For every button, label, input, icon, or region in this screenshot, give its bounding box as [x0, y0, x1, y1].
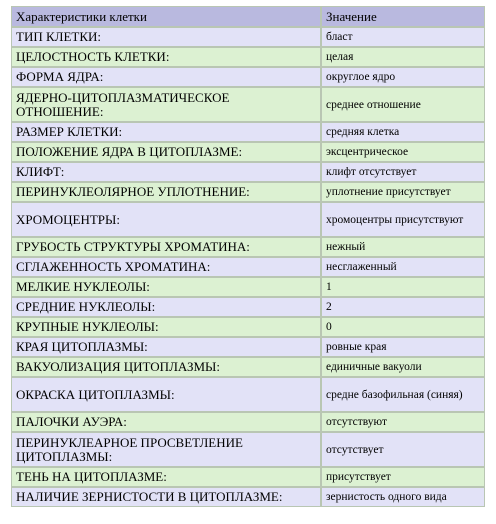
row-label: ТЕНЬ НА ЦИТОПЛАЗМЕ:: [11, 467, 321, 487]
row-label: ГРУБОСТЬ СТРУКТУРЫ ХРОМАТИНА:: [11, 237, 321, 257]
row-value: целая: [321, 47, 485, 67]
table-row: [11, 317, 485, 337]
table-row: [11, 122, 485, 142]
row-value: средняя клетка: [321, 122, 485, 142]
table-row: [11, 357, 485, 377]
row-label: ХРОМОЦЕНТРЫ:: [11, 202, 321, 237]
table-row: [11, 237, 485, 257]
table-row: [11, 487, 485, 507]
row-label: ПЕРИНУКЛЕОЛЯРНОЕ УПЛОТНЕНИЕ:: [11, 182, 321, 202]
row-value: присутствует: [321, 467, 485, 487]
row-label: ТИП КЛЕТКИ:: [11, 27, 321, 47]
row-label: СГЛАЖЕННОСТЬ ХРОМАТИНА:: [11, 257, 321, 277]
row-label: НАЛИЧИЕ ЗЕРНИСТОСТИ В ЦИТОПЛАЗМЕ:: [11, 487, 321, 507]
row-value: отсутствует: [321, 432, 485, 467]
table-row: [11, 277, 485, 297]
row-label: КРАЯ ЦИТОПЛАЗМЫ:: [11, 337, 321, 357]
row-value: ровные края: [321, 337, 485, 357]
table-row: [11, 162, 485, 182]
row-label: КЛИФТ:: [11, 162, 321, 182]
table-row: [11, 67, 485, 87]
row-value: отсутствуют: [321, 412, 485, 432]
row-label: ЦЕЛОСТНОСТЬ КЛЕТКИ:: [11, 47, 321, 67]
row-value: хромоцентры присутствуют: [321, 202, 485, 237]
row-value: 1: [321, 277, 485, 297]
row-value: 2: [321, 297, 485, 317]
row-label: ПОЛОЖЕНИЕ ЯДРА В ЦИТОПЛАЗМЕ:: [11, 142, 321, 162]
table-row: [11, 432, 485, 467]
row-value: клифт отсутствует: [321, 162, 485, 182]
row-label: ПАЛОЧКИ АУЭРА:: [11, 412, 321, 432]
table-row: [11, 377, 485, 412]
row-label: ЯДЕРНО-ЦИТОПЛАЗМАТИЧЕСКОЕ ОТНОШЕНИЕ:: [11, 87, 321, 122]
row-value: единичные вакуоли: [321, 357, 485, 377]
row-value: средне базофильная (синяя): [321, 377, 485, 412]
column-header-characteristic: Характеристики клетки: [11, 6, 321, 27]
table-row: [11, 297, 485, 317]
table-row: [11, 412, 485, 432]
row-label: КРУПНЫЕ НУКЛЕОЛЫ:: [11, 317, 321, 337]
column-header-value: Значение: [321, 6, 485, 27]
table-header-row: [11, 6, 485, 27]
table-row: [11, 87, 485, 122]
row-value: нежный: [321, 237, 485, 257]
table-row: [11, 142, 485, 162]
row-label: МЕЛКИЕ НУКЛЕОЛЫ:: [11, 277, 321, 297]
cell-characteristics-table: [11, 6, 485, 507]
row-value: 0: [321, 317, 485, 337]
row-label: ОКРАСКА ЦИТОПЛАЗМЫ:: [11, 377, 321, 412]
cell-characteristics-table-container: [11, 6, 485, 507]
row-label: ФОРМА ЯДРА:: [11, 67, 321, 87]
row-label: ПЕРИНУКЛЕАРНОЕ ПРОСВЕТЛЕНИЕ ЦИТОПЛАЗМЫ:: [11, 432, 321, 467]
table-row: [11, 467, 485, 487]
row-value: несглаженный: [321, 257, 485, 277]
row-value: уплотнение присутствует: [321, 182, 485, 202]
table-row: [11, 27, 485, 47]
row-value: округлое ядро: [321, 67, 485, 87]
table-row: [11, 202, 485, 237]
table-row: [11, 182, 485, 202]
row-value: эксцентрическое: [321, 142, 485, 162]
table-row: [11, 337, 485, 357]
row-value: зернистость одного вида: [321, 487, 485, 507]
row-label: ВАКУОЛИЗАЦИЯ ЦИТОПЛАЗМЫ:: [11, 357, 321, 377]
row-label: РАЗМЕР КЛЕТКИ:: [11, 122, 321, 142]
row-value: бласт: [321, 27, 485, 47]
row-value: среднее отношение: [321, 87, 485, 122]
table-row: [11, 257, 485, 277]
table-row: [11, 47, 485, 67]
row-label: СРЕДНИЕ НУКЛЕОЛЫ:: [11, 297, 321, 317]
